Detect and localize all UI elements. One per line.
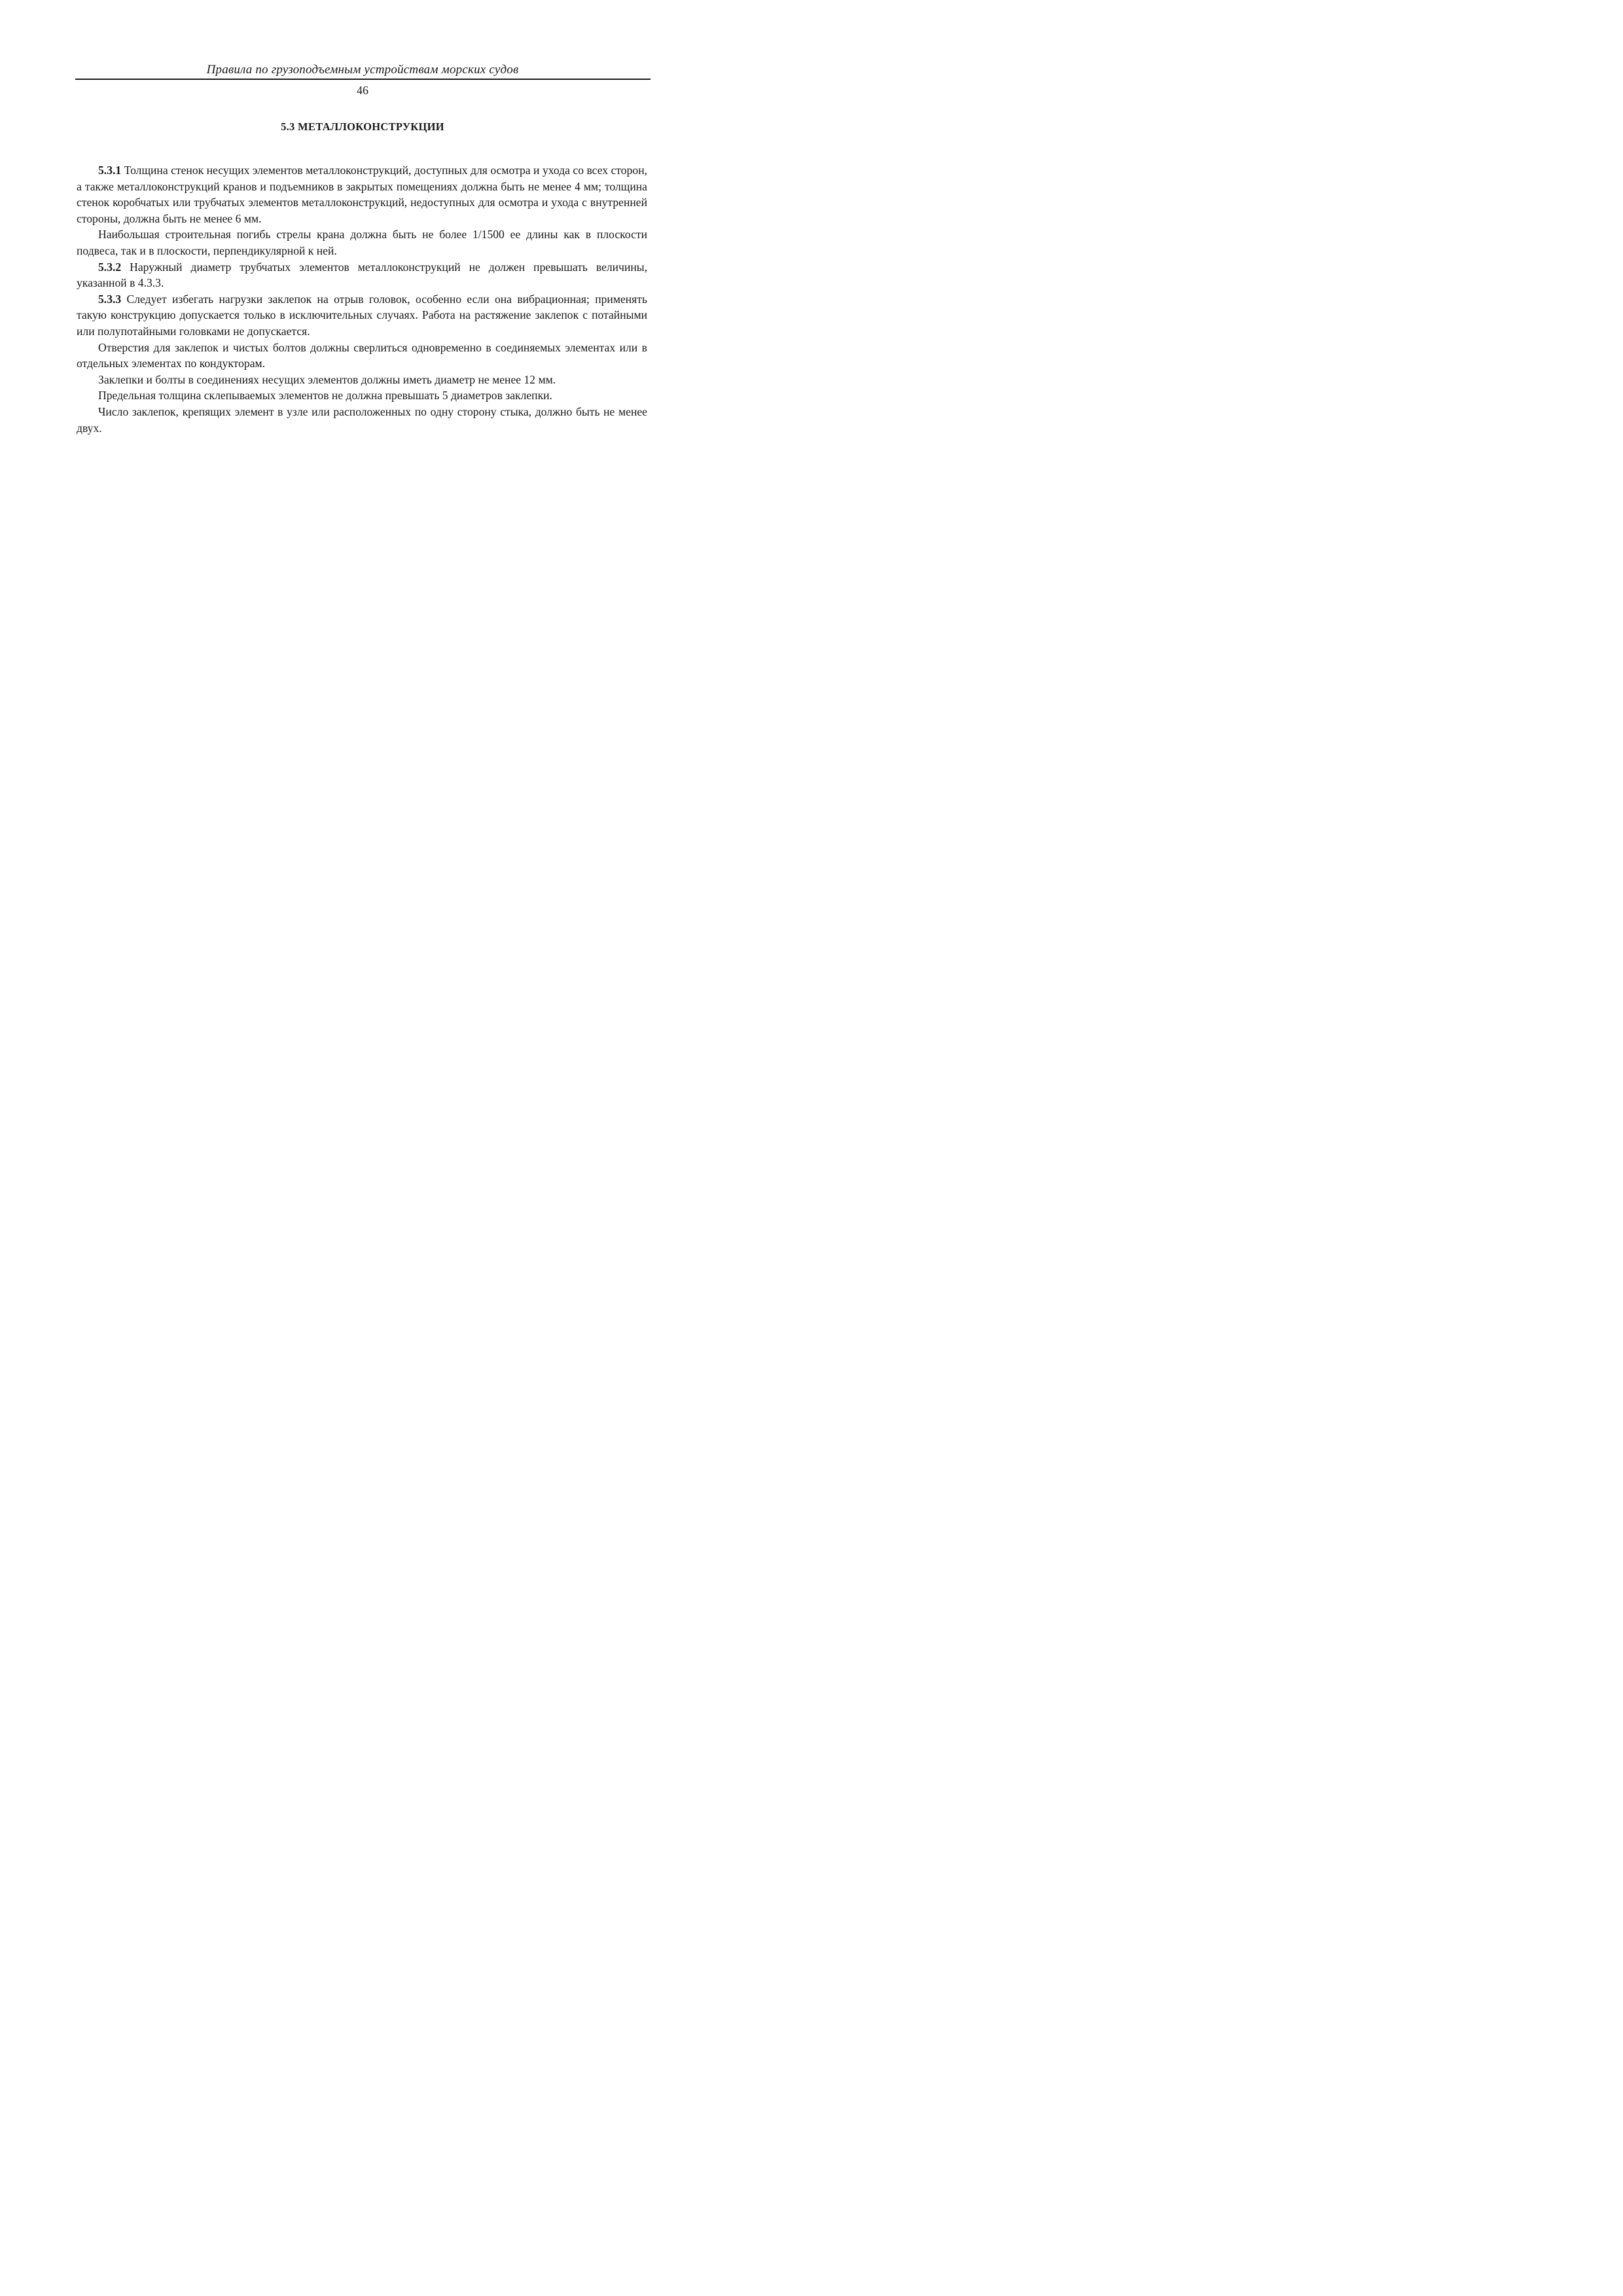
paragraph-text: Отверстия для заклепок и чистых болтов должны сверлиться одновременно в соединяемых элементах или в отдельных элементах по кондукторам. xyxy=(77,340,647,370)
section-title: 5.3 МЕТАЛЛОКОНСТРУКЦИИ xyxy=(281,120,444,133)
section-body xyxy=(77,162,647,436)
clause-number: 5.3.3 xyxy=(98,292,122,306)
paragraph-text: Число заклепок, крепящих элемент в узле или расположенных по одну сторону стыка, должно быть не менее двух. xyxy=(77,404,647,435)
paragraph-rivet-holes xyxy=(77,340,647,372)
clause-number: 5.3.2 xyxy=(98,260,122,274)
paragraph-grip-thickness xyxy=(77,387,647,404)
paragraph-text: Следует избегать нагрузки заклепок на отрыв головок, особенно если она вибрационная; применять такую конструкцию допускается только в исключительных случаях. Работа на растяжение заклепок с потайными или полупотайными головками не допускается. xyxy=(77,292,647,338)
paragraph-5-3-2 xyxy=(77,259,647,291)
paragraph-5-3-1 xyxy=(77,162,647,226)
paragraph-rivet-diameter xyxy=(77,372,647,388)
paragraph-text: Наибольшая строительная погибь стрелы крана должна быть не более 1/1500 ее длины как в плоскости подвеса, так и в плоскости, перпендикулярной к ней. xyxy=(77,228,647,257)
header-rule xyxy=(75,79,651,80)
paragraph-rivet-count xyxy=(77,404,647,436)
paragraph-text: Заклепки и болты в соединениях несущих элементов должны иметь диаметр не менее 12 мм. xyxy=(98,372,556,386)
paragraph-5-3-3 xyxy=(77,291,647,340)
paragraph-text: Наружный диаметр трубчатых элементов металлоконструкций не должен превышать величины, указанной в 4.3.3. xyxy=(77,260,647,290)
document-page xyxy=(0,0,720,1018)
paragraph-text: Толщина стенок несущих элементов металлоконструкций, доступных для осмотра и ухода со всех сторон, а также металлоконструкций кранов и подъемников в закрытых помещениях должна быть не менее 4 мм; толщина стенок коробчатых или трубчатых элементов металлоконструкций, недоступных для осмотра и ухода с внутренней стороны, должна быть не менее 6 мм. xyxy=(77,164,648,225)
paragraph-text: Предельная толщина склепываемых элементов не должна превышать 5 диаметров заклепки. xyxy=(98,389,552,403)
page-number: 46 xyxy=(357,84,368,97)
paragraph-boom-deflection xyxy=(77,226,647,259)
running-header-title: Правила по грузоподъемным устройствам морских судов xyxy=(206,63,519,77)
clause-number: 5.3.1 xyxy=(98,164,122,177)
